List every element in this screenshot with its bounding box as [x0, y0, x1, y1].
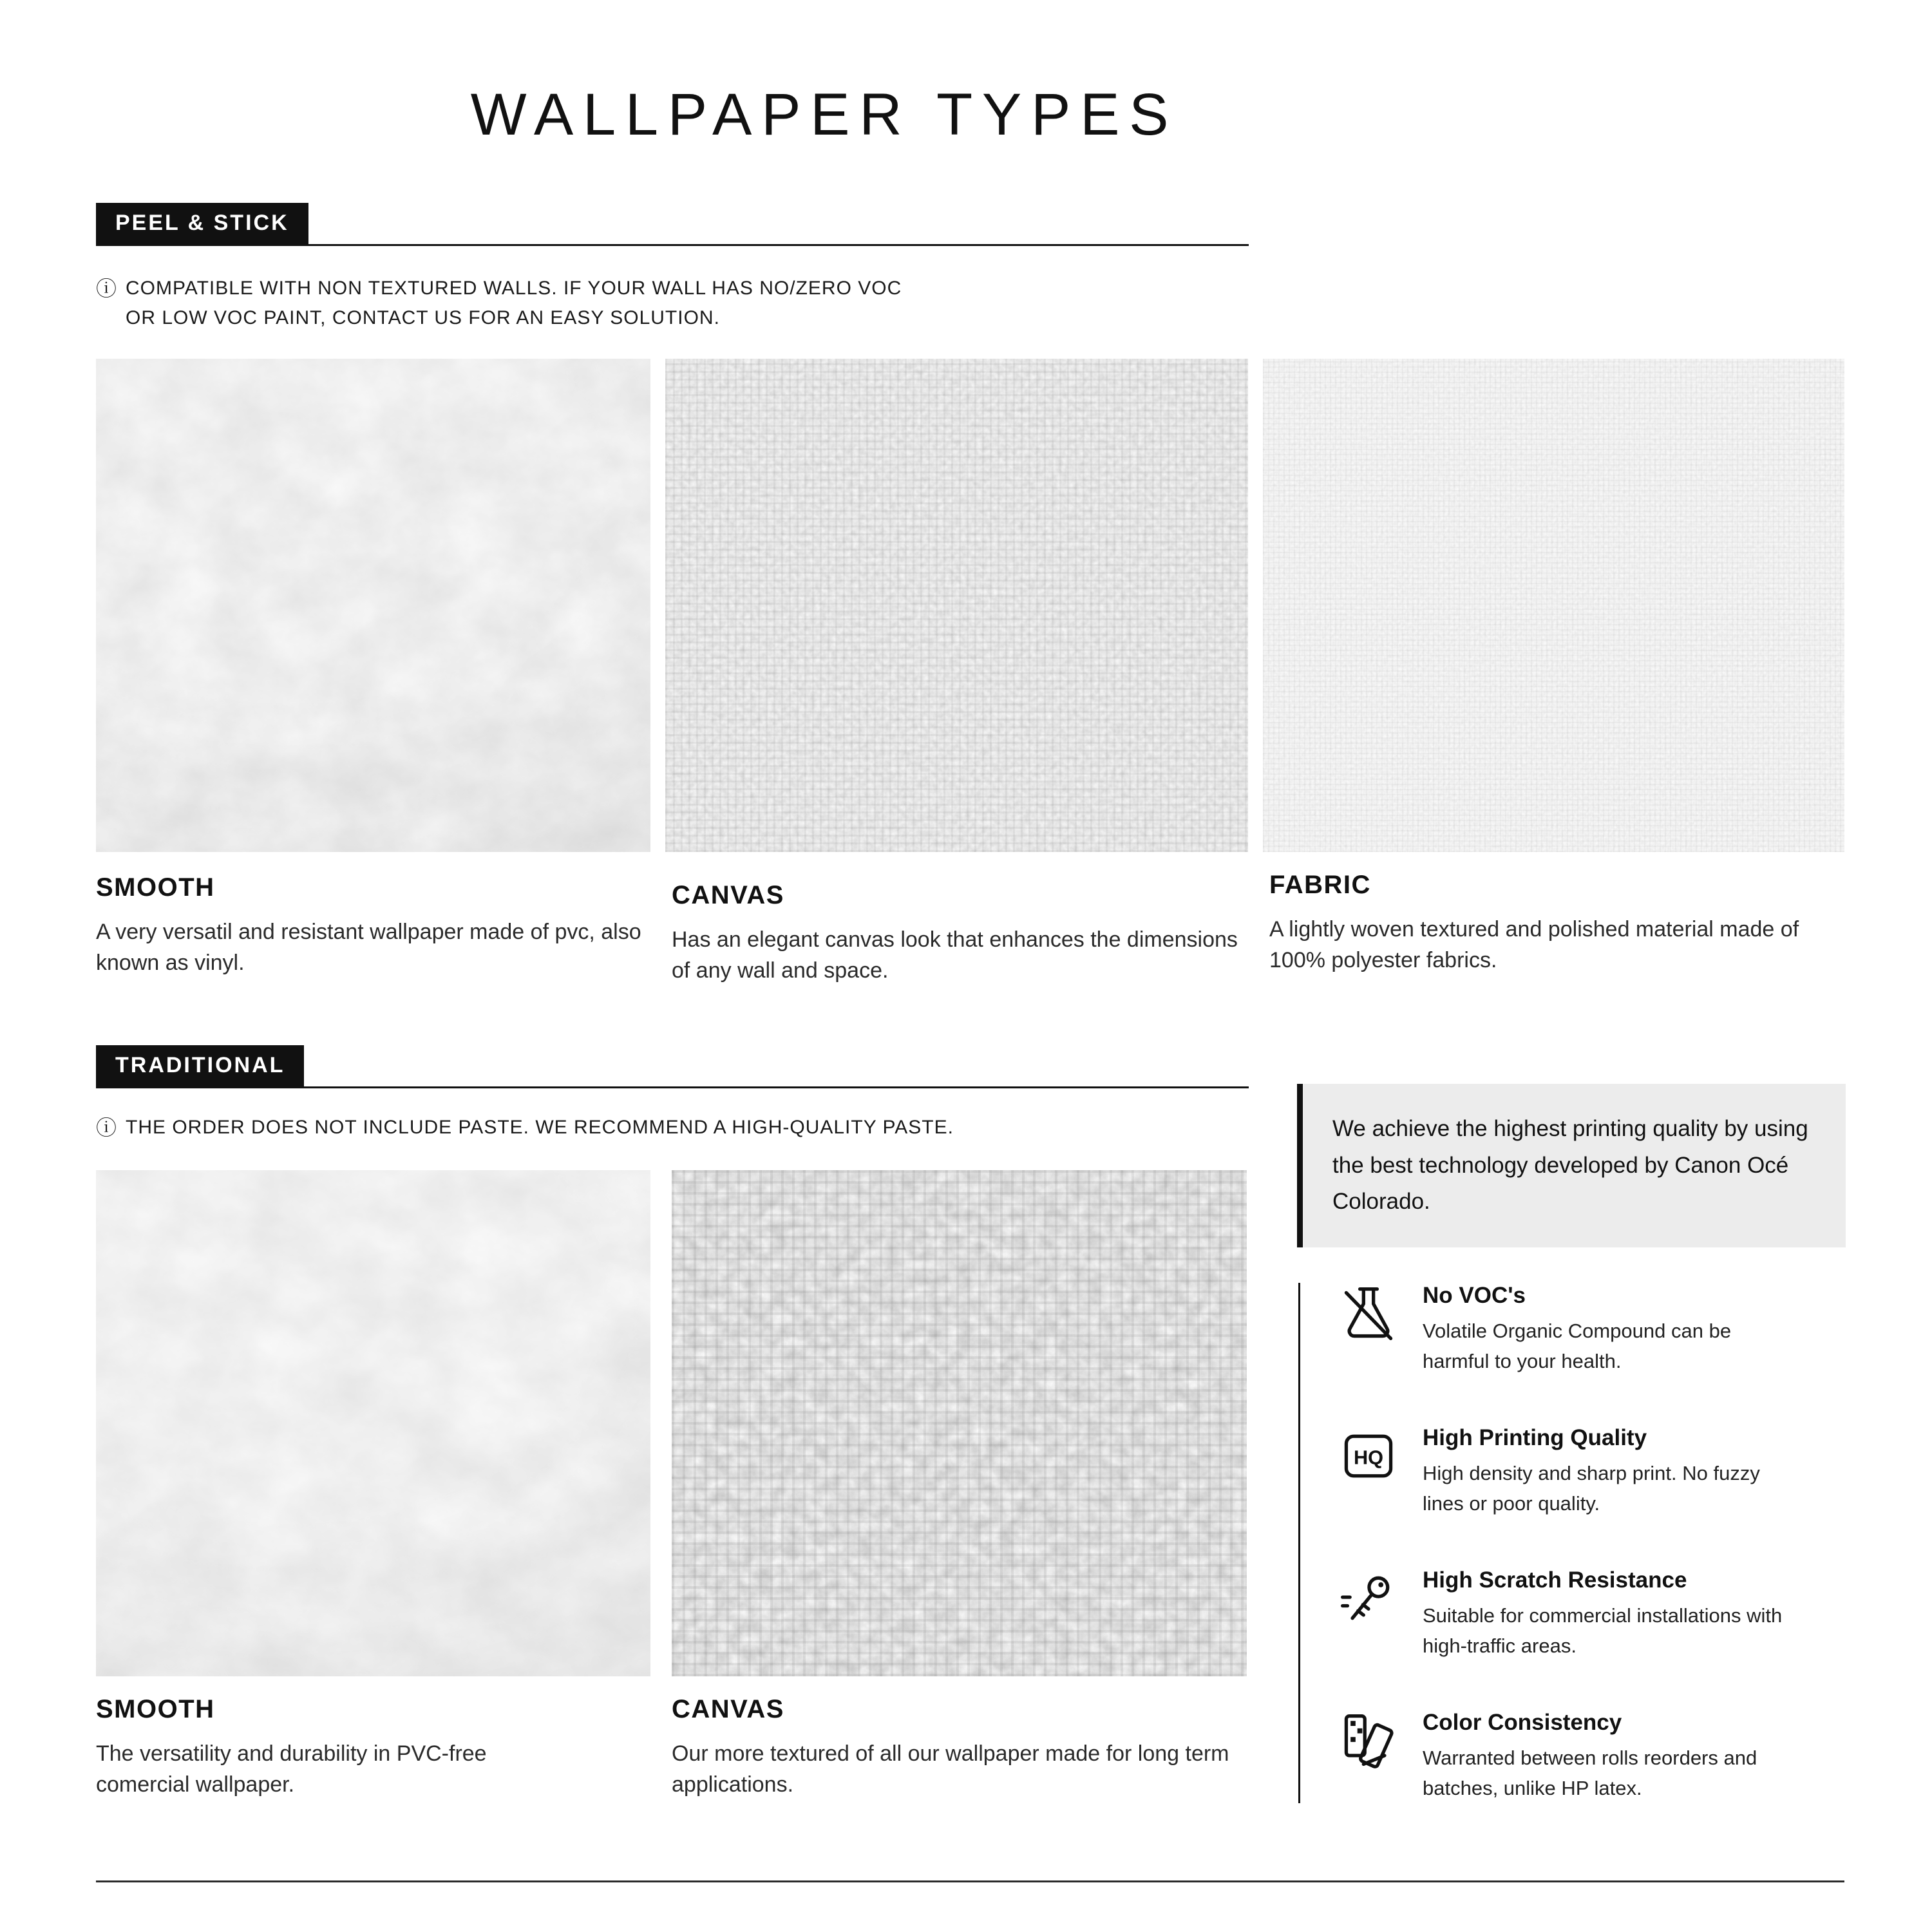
key-scratch-icon	[1338, 1567, 1399, 1629]
traditional-section-header	[96, 1045, 1249, 1088]
feature-title: High Scratch Resistance	[1423, 1567, 1687, 1593]
fabric-weave-overlay	[1263, 359, 1844, 852]
feature-text	[1423, 1710, 1783, 1803]
peel-stick-note-text: COMPATIBLE WITH NON TEXTURED WALLS. IF YOUR WALL HAS NO/ZERO VOC OR LOW VOC PAINT, CONTACT US FOR AN EASY SOLUTION.	[126, 278, 902, 328]
caption-traditional-smooth	[96, 1695, 650, 1801]
feature-description: Suitable for commercial installations with high-traffic areas.	[1423, 1604, 1783, 1657]
bottom-divider	[96, 1880, 1844, 1882]
swatch-name: SMOOTH	[96, 1695, 215, 1723]
canvas-weave-overlay	[665, 359, 1248, 852]
feature-title: High Printing Quality	[1423, 1425, 1647, 1450]
feature-title: No VOC's	[1423, 1283, 1526, 1308]
peel-stick-note	[96, 274, 959, 333]
traditional-note	[96, 1113, 1242, 1142]
quote-text: We achieve the highest printing quality by using the best technology developed by Canon Océ Colorado.	[1332, 1116, 1808, 1215]
peel-stick-section-header	[96, 203, 1249, 246]
swatch-description: Our more textured of all our wallpaper made for long term applications.	[672, 1741, 1229, 1797]
traditional-badge: TRADITIONAL	[96, 1045, 304, 1086]
swatch-traditional-smooth	[96, 1170, 650, 1676]
no-voc-icon	[1338, 1283, 1399, 1345]
feature-description: Warranted between rolls reorders and batches, unlike HP latex.	[1423, 1747, 1757, 1799]
peel-stick-badge: PEEL & STICK	[96, 203, 308, 244]
caption-traditional-canvas	[672, 1695, 1247, 1801]
feature-no-voc	[1338, 1283, 1846, 1376]
swatch-description: The versatility and durability in PVC-free comercial wallpaper.	[96, 1741, 487, 1797]
printing-quality-quote	[1297, 1084, 1846, 1247]
hq-badge-icon	[1338, 1425, 1399, 1487]
color-swatches-icon	[1338, 1710, 1399, 1772]
traditional-note-text: THE ORDER DOES NOT INCLUDE PASTE. WE RECOMMEND A HIGH-QUALITY PASTE.	[126, 1117, 954, 1138]
swatch-description: A very versatil and resistant wallpaper made of pvc, also known as vinyl.	[96, 920, 641, 976]
page-title: WALLPAPER TYPES	[470, 82, 1179, 147]
swatch-peel-smooth	[96, 359, 650, 852]
swatch-shading	[96, 1170, 650, 1676]
features-list	[1298, 1283, 1846, 1803]
swatch-description: Has an elegant canvas look that enhances the dimensions of any wall and space.	[672, 927, 1238, 983]
swatch-name: SMOOTH	[96, 873, 215, 902]
feature-title: Color Consistency	[1423, 1710, 1622, 1735]
feature-color-consistency	[1338, 1710, 1846, 1803]
info-icon: ⓘ	[96, 1116, 117, 1139]
caption-peel-canvas	[672, 881, 1255, 987]
swatch-name: CANVAS	[672, 1695, 784, 1723]
swatch-shading	[96, 359, 650, 852]
info-icon: ⓘ	[96, 277, 117, 300]
swatch-traditional-canvas	[672, 1170, 1247, 1676]
feature-high-scratch-resistance	[1338, 1567, 1846, 1661]
feature-description: Volatile Organic Compound can be harmful to your health.	[1423, 1320, 1732, 1372]
feature-description: High density and sharp print. No fuzzy lines or poor quality.	[1423, 1462, 1760, 1515]
caption-peel-smooth	[96, 873, 650, 979]
swatch-name: CANVAS	[672, 881, 784, 909]
svg-text:HQ: HQ	[1353, 1446, 1384, 1469]
swatch-peel-canvas	[665, 359, 1248, 852]
swatch-description: A lightly woven textured and polished material made of 100% polyester fabrics.	[1269, 917, 1799, 973]
feature-text	[1423, 1283, 1783, 1376]
feature-text	[1423, 1567, 1783, 1661]
feature-text	[1423, 1425, 1783, 1519]
swatch-peel-fabric	[1263, 359, 1844, 852]
rough-weave-overlay	[672, 1170, 1247, 1676]
caption-peel-fabric	[1269, 871, 1851, 976]
swatch-name: FABRIC	[1269, 871, 1371, 899]
feature-high-printing-quality	[1338, 1425, 1846, 1519]
